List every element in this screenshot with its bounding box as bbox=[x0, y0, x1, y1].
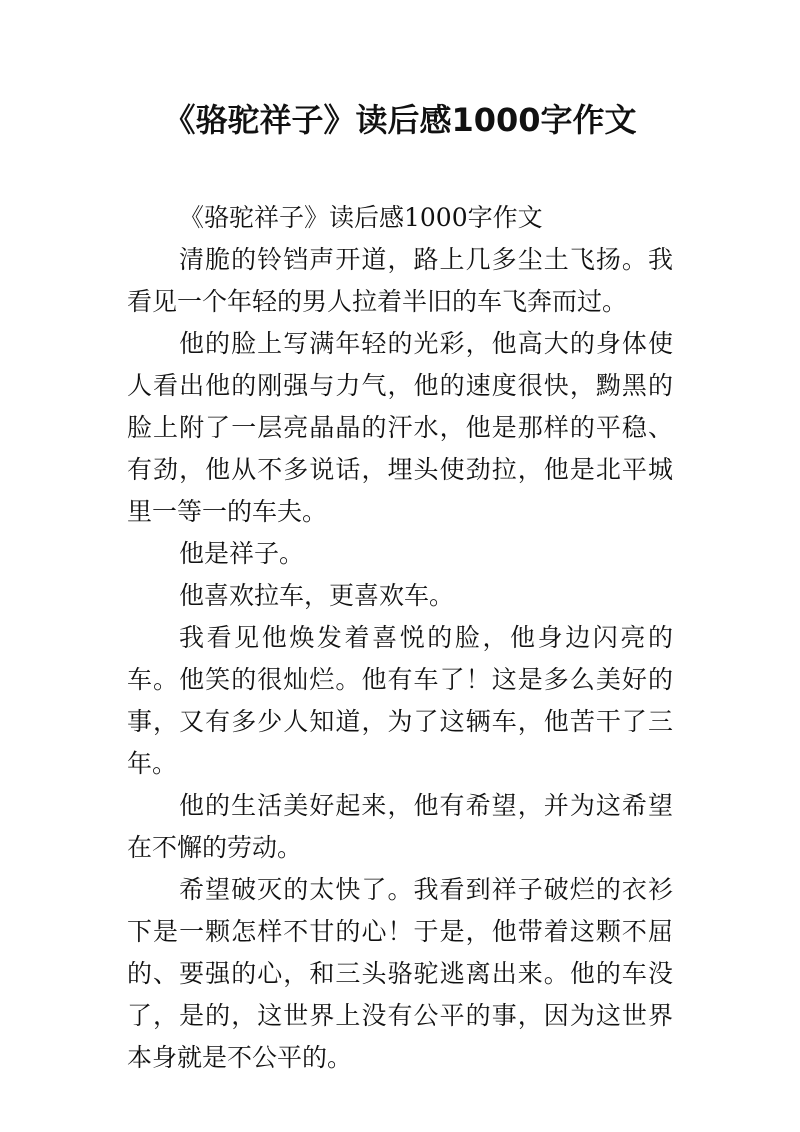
document-body bbox=[127, 197, 673, 1079]
paragraph: 希望破灭的太快了。我看到祥子破烂的衣衫下是一颗怎样不甘的心！于是，他带着这颗不屈的、要强的心，和三头骆驼逃离出来。他的车没了，是的，这世界上没有公平的事，因为这世界本身就是不公平的。 bbox=[127, 875, 673, 1072]
document-title: 《骆驼祥子》读后感1000字作文 bbox=[163, 101, 637, 139]
paragraph: 我看见他焕发着喜悦的脸，他身边闪亮的车。他笑的很灿烂。他有车了！这是多么美好的事，又有多少人知道，为了这辆车，他苦干了三年。 bbox=[127, 623, 673, 778]
paragraph: 他的脸上写满年轻的光彩，他高大的身体使人看出他的刚强与力气，他的速度很快，黝黑的脸上附了一层亮晶晶的汗水，他是那样的平稳、有劲，他从不多说话，埋头使劲拉，他是北平城里一等一的车夫。 bbox=[127, 329, 673, 526]
paragraph: 他是祥子。 bbox=[179, 539, 305, 568]
paragraph-subtitle: 《骆驼祥子》读后感1000字作文 bbox=[179, 203, 543, 232]
paragraph: 他喜欢拉车，更喜欢车。 bbox=[179, 581, 455, 610]
paragraph: 清脆的铃铛声开道，路上几多尘土飞扬。我看见一个年轻的男人拉着半旧的车飞奔而过。 bbox=[127, 245, 673, 316]
paragraph: 他的生活美好起来，他有希望，并为这希望在不懈的劳动。 bbox=[127, 791, 673, 862]
